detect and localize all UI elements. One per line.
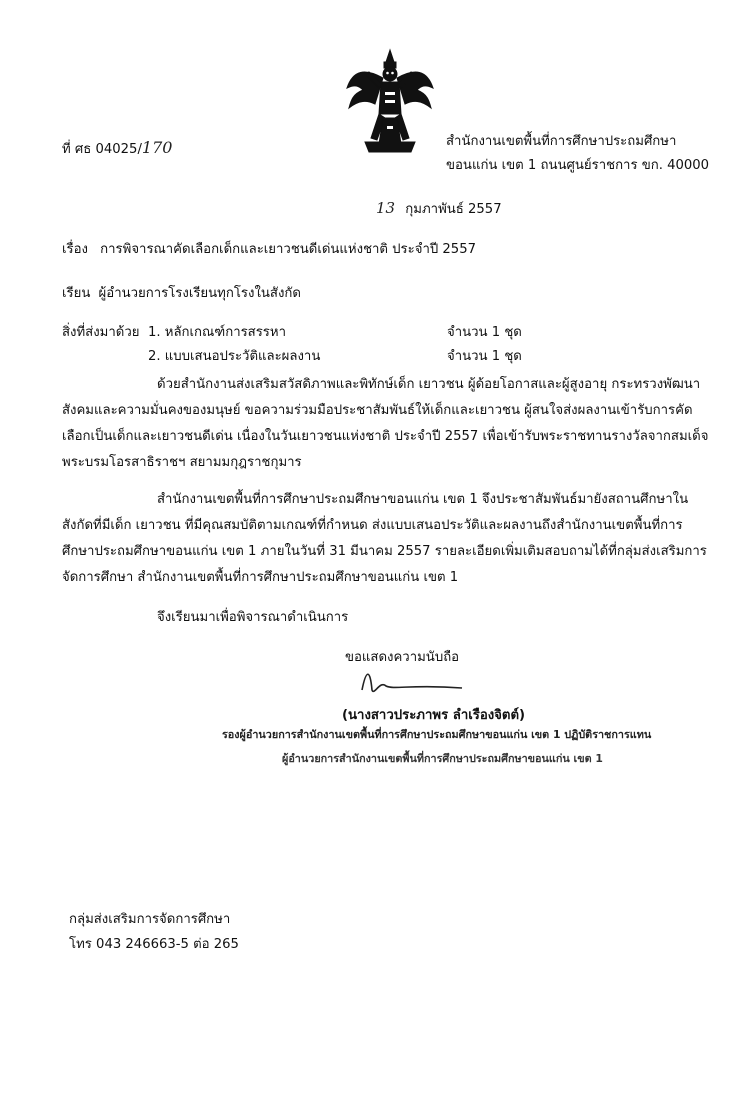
recipient-line: [62, 282, 301, 303]
document-number: [62, 138, 172, 159]
document-date: [376, 198, 502, 219]
footer-phone: โทร 043 246663-5 ต่อ 265: [69, 937, 239, 952]
regards-text: ขอแสดงความนับถือ: [345, 650, 460, 665]
subject-label: เรื่อง: [62, 242, 88, 257]
office-line-2: ขอนแก่น เขต 1 ถนนศูนย์ราชการ ขก. 40000: [446, 158, 710, 173]
subject-text: การพิจารณาคัดเลือกเด็กและเยาวชนดีเด่นแห่งชาติ ประจำปี 2557: [100, 242, 476, 257]
enclosure-item: 2. แบบเสนอประวัติและผลงาน: [148, 349, 321, 364]
closing-line: จึงเรียนมาเพื่อพิจารณาดำเนินการ: [157, 610, 349, 625]
enclosure-qty: จำนวน 1 ชุด: [447, 325, 522, 340]
body-paragraph-1-text: ด้วยสำนักงานส่งเสริมสวัสดิภาพและพิทักษ์เด็ก เยาวชน ผู้ด้อยโอกาสและผู้สูงอายุ กระทรวงพัฒนาสังคมและความมั่นคงของมนุษย์ ขอความร่วมมือประชาสัมพันธ์ให้เด็กและเยาวชน ผู้สนใจส่งผลงานเข้ารับการคัดเลือกเป็นเด็กและเยาวชนดีเด่น เนื่องในวันเยาวชนแห่งชาติ ประจำปี 2557 เพื่อเข้ารับพระราชทานรางวัลจากสมเด็จพระบรมโอรสาธิราชฯ สยามมกุฎราชกุมาร: [62, 377, 709, 470]
enclosure-qty: จำนวน 1 ชุด: [447, 349, 522, 364]
date-month-year: กุมภาพันธ์ 2557: [405, 202, 502, 217]
subject-line: [62, 238, 476, 259]
enclosures-label: สิ่งที่ส่งมาด้วย: [62, 325, 140, 340]
signatory-title-line-2: ผู้อำนวยการสำนักงานเขตพื้นที่การศึกษาประถมศึกษาขอนแก่น เขต 1: [282, 752, 603, 765]
enclosure-item: 1. หลักเกณฑ์การสรรหา: [148, 325, 286, 340]
handwritten-signature: [352, 660, 472, 700]
body-paragraph-2-text: สำนักงานเขตพื้นที่การศึกษาประถมศึกษาขอนแก่น เขต 1 จึงประชาสัมพันธ์มายังสถานศึกษาในสังกัดที่มีเด็ก เยาวชน ที่มีคุณสมบัติตามเกณฑ์ที่กำหนด ส่งแบบเสนอประวัติและผลงานถึงสำนักงานเขตพื้นที่การศึกษาประถมศึกษาขอนแก่น เขต 1 ภายในวันที่ 31 มีนาคม 2557 รายละเอียดเพิ่มเติมสอบถามได้ที่กลุ่มส่งเสริมการจัดการศึกษา สำนักงานเขตพื้นที่การศึกษาประถมศึกษาขอนแก่น เขต 1: [62, 492, 707, 585]
office-line-1: สำนักงานเขตพื้นที่การศึกษาประถมศึกษา: [446, 134, 677, 149]
body-paragraph-2: [62, 487, 712, 591]
date-day-handwritten: 13: [376, 199, 396, 217]
garuda-emblem: [345, 48, 435, 156]
footer-department: กลุ่มส่งเสริมการจัดการศึกษา: [69, 912, 231, 927]
signatory-title-line-1: รองผู้อำนวยการสำนักงานเขตพื้นที่การศึกษาประถมศึกษาขอนแก่น เขต 1 ปฏิบัติราชการแทน: [222, 728, 652, 741]
recipient-label: เรียน: [62, 286, 91, 301]
document-number-handwritten: 170: [141, 138, 173, 157]
body-paragraph-1: [62, 372, 712, 476]
recipient-text: ผู้อำนวยการโรงเรียนทุกโรงในสังกัด: [98, 286, 301, 301]
signatory-name: (นางสาวประภาพร ลำเรืองจิตต์): [342, 708, 526, 723]
document-number-prefix: ที่ ศธ 04025/: [62, 142, 142, 157]
